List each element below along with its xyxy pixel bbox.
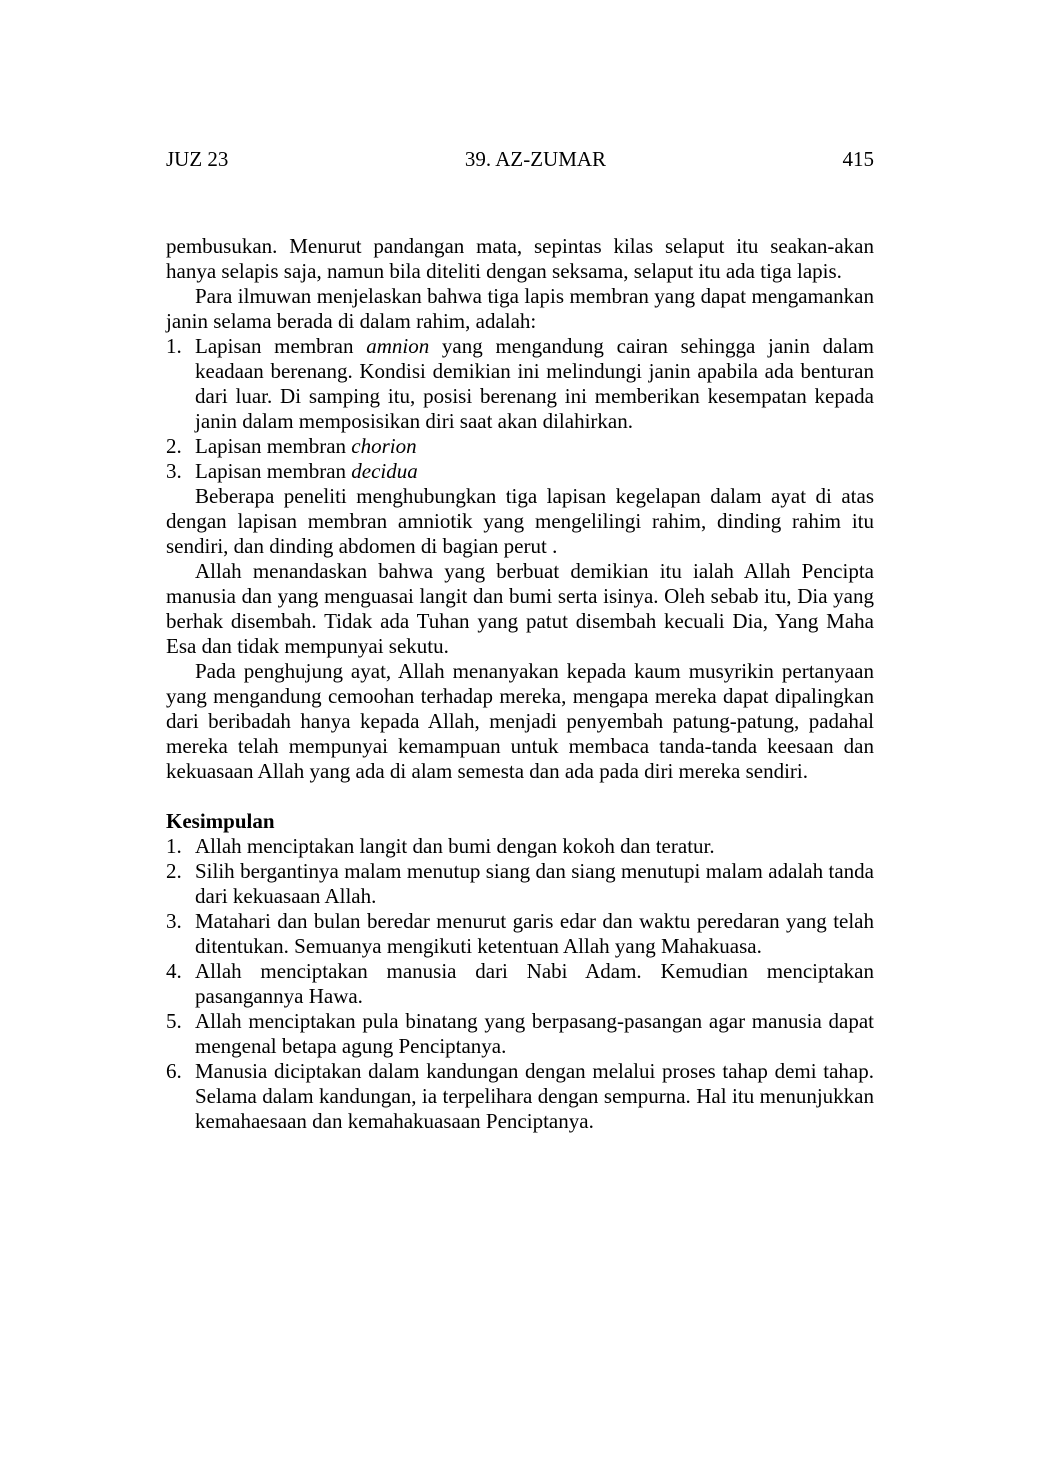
- header-surah: 39. AZ-ZUMAR: [464, 147, 607, 171]
- page-header: [166, 146, 874, 172]
- term-chorion: chorion: [351, 434, 417, 458]
- paragraph-5: Pada penghujung ayat, Allah menanyakan kepada kaum musyrikin pertanyaan yang mengandung cemoohan terhadap mereka, mengapa mereka dapat dipalingkan dari beribadah hanya kepada Allah, menjadi penyembah patung-patung, padahal mereka telah mempunyai kemampuan untuk membaca tanda-tanda keesaan dan kekuasaan Allah yang ada di alam semesta dan ada pada diri mereka sendiri.: [166, 659, 874, 783]
- term-amnion: amnion: [366, 334, 430, 358]
- paragraph-1: pembusukan. Menurut pandangan mata, sepintas kilas selaput itu seakan-akan hanya selapis saja, namun bila diteliti dengan seksama, selaput itu ada tiga lapis.: [166, 234, 874, 283]
- list-item: 2. Lapisan membran chorion: [166, 434, 417, 458]
- list-item: 2. Silih bergantinya malam menutup siang dan siang menutupi malam adalah tanda dari kekuasaan Allah.: [166, 859, 874, 908]
- list-number: 1.: [166, 334, 182, 358]
- list-number: 5.: [166, 1009, 182, 1033]
- list-item: 3. Matahari dan bulan beredar menurut garis edar dan waktu peredaran yang telah ditentukan. Semuanya mengikuti ketentuan Allah yang Mahakuasa.: [166, 909, 874, 958]
- list-number: 3.: [166, 909, 182, 933]
- conclusion-heading: Kesimpulan: [166, 809, 275, 833]
- paragraph-3: Beberapa peneliti menghubungkan tiga lapisan kegelapan dalam ayat di atas dengan lapisan membran amniotik yang mengelilingi rahim, dinding rahim itu sendiri, dan dinding abdomen di bagian perut .: [166, 484, 874, 558]
- term-decidua: decidua: [351, 459, 418, 483]
- list-item: 6. Manusia diciptakan dalam kandungan dengan melalui proses tahap demi tahap. Selama dalam kandungan, ia terpelihara dengan sempurna. Hal itu menunjukkan kemahaesaan dan kemahakuasaan Penciptanya.: [166, 1059, 874, 1133]
- conclusion-list: [166, 834, 874, 1134]
- page-body: [166, 234, 874, 1134]
- list-item: 1. Lapisan membran amnion yang mengandung cairan sehingga janin dalam keadaan berenang. Kondisi demikian ini melindungi janin apabila ada benturan dari luar. Di samping itu, posisi berenang ini memberikan kesempatan kepada janin dalam memposisikan diri saat akan dilahirkan.: [166, 334, 874, 433]
- list-item: 1. Allah menciptakan langit dan bumi dengan kokoh dan teratur.: [166, 834, 715, 858]
- list-number: 1.: [166, 834, 182, 858]
- list-item: 4. Allah menciptakan manusia dari Nabi Adam. Kemudian menciptakan pasangannya Hawa.: [166, 959, 874, 1008]
- header-juz: JUZ 23: [166, 147, 229, 171]
- list-number: 4.: [166, 959, 182, 983]
- paragraph-2: Para ilmuwan menjelaskan bahwa tiga lapis membran yang dapat mengamankan janin selama berada di dalam rahim, adalah:: [166, 284, 874, 333]
- list-number: 2.: [166, 859, 182, 883]
- list-item: 5. Allah menciptakan pula binatang yang berpasang-pasangan agar manusia dapat mengenal betapa agung Penciptanya.: [166, 1009, 874, 1058]
- list-item: 3. Lapisan membran decidua: [166, 459, 418, 483]
- list-number: 3.: [166, 459, 182, 483]
- list-number: 6.: [166, 1059, 182, 1083]
- paragraph-4: Allah menandaskan bahwa yang berbuat demikian itu ialah Allah Pencipta manusia dan yang menguasai langit dan bumi serta isinya. Oleh sebab itu, Dia yang berhak disembah. Tidak ada Tuhan yang patut disembah kecuali Dia, Yang Maha Esa dan tidak mempunyai sekutu.: [166, 559, 874, 658]
- membrane-layers-list: [166, 334, 874, 484]
- list-number: 2.: [166, 434, 182, 458]
- header-page-number: 415: [842, 147, 874, 171]
